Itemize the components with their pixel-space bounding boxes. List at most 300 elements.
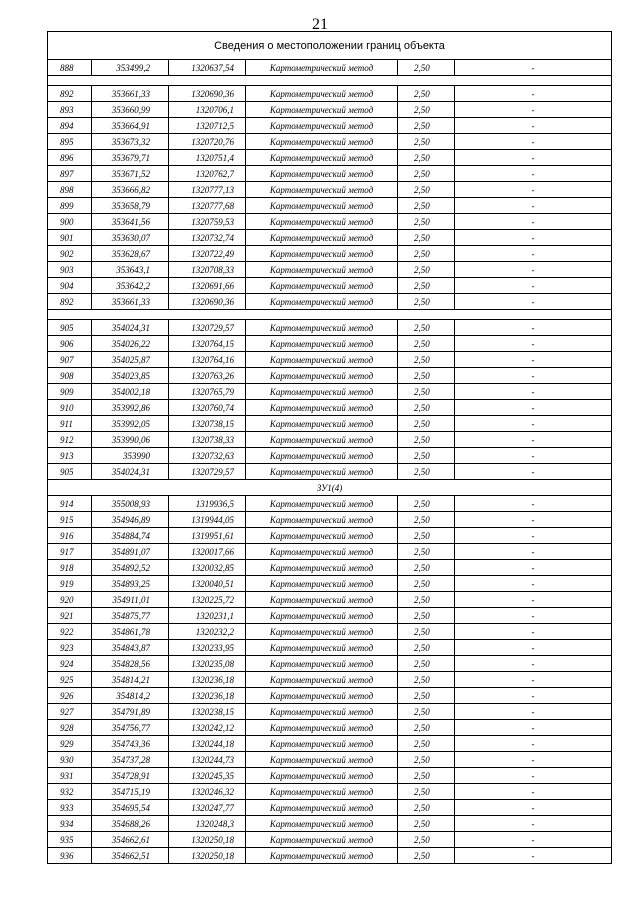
point-description: - xyxy=(455,848,612,864)
point-number: 914 xyxy=(48,496,92,512)
point-number: 908 xyxy=(48,368,92,384)
coordinate-y: 1320225,72 xyxy=(169,592,246,608)
table-row xyxy=(48,768,612,784)
determination-method: Картометрический метод xyxy=(246,448,398,464)
determination-method: Картометрический метод xyxy=(246,86,398,102)
table-row xyxy=(48,688,612,704)
point-number: 888 xyxy=(48,60,92,76)
coordinate-x: 354728,91 xyxy=(92,768,169,784)
coordinate-y: 1319936,5 xyxy=(169,496,246,512)
coordinate-y: 1320729,57 xyxy=(169,464,246,480)
precision-value: 2,50 xyxy=(398,102,455,118)
coordinate-x: 354791,89 xyxy=(92,704,169,720)
point-number: 892 xyxy=(48,294,92,310)
precision-value: 2,50 xyxy=(398,544,455,560)
table-title: Сведения о местоположении границ объекта xyxy=(48,32,612,60)
coordinate-y: 1320738,15 xyxy=(169,416,246,432)
section-header-row xyxy=(48,480,612,496)
precision-value: 2,50 xyxy=(398,352,455,368)
determination-method: Картометрический метод xyxy=(246,688,398,704)
precision-value: 2,50 xyxy=(398,448,455,464)
precision-value: 2,50 xyxy=(398,198,455,214)
point-description: - xyxy=(455,320,612,336)
point-number: 921 xyxy=(48,608,92,624)
coordinate-y: 1320236,18 xyxy=(169,688,246,704)
point-description: - xyxy=(455,736,612,752)
coordinate-x: 354662,51 xyxy=(92,848,169,864)
table-row xyxy=(48,294,612,310)
precision-value: 2,50 xyxy=(398,528,455,544)
point-description: - xyxy=(455,512,612,528)
coordinate-x: 353671,52 xyxy=(92,166,169,182)
precision-value: 2,50 xyxy=(398,166,455,182)
coordinate-y: 1320764,16 xyxy=(169,352,246,368)
coordinate-y: 1320242,12 xyxy=(169,720,246,736)
determination-method: Картометрический метод xyxy=(246,246,398,262)
table-row xyxy=(48,752,612,768)
coordinate-x: 353642,2 xyxy=(92,278,169,294)
point-number: 907 xyxy=(48,352,92,368)
point-number: 902 xyxy=(48,246,92,262)
coordinate-y: 1320637,54 xyxy=(169,60,246,76)
point-description: - xyxy=(455,262,612,278)
point-number: 925 xyxy=(48,672,92,688)
determination-method: Картометрический метод xyxy=(246,336,398,352)
coordinate-y: 1320040,51 xyxy=(169,576,246,592)
determination-method: Картометрический метод xyxy=(246,544,398,560)
coordinate-x: 354715,19 xyxy=(92,784,169,800)
determination-method: Картометрический метод xyxy=(246,384,398,400)
coordinate-x: 354946,89 xyxy=(92,512,169,528)
coordinate-x: 353992,86 xyxy=(92,400,169,416)
coordinate-y: 1320722,49 xyxy=(169,246,246,262)
point-description: - xyxy=(455,560,612,576)
precision-value: 2,50 xyxy=(398,688,455,704)
point-number: 915 xyxy=(48,512,92,528)
precision-value: 2,50 xyxy=(398,800,455,816)
point-number: 903 xyxy=(48,262,92,278)
point-number: 911 xyxy=(48,416,92,432)
precision-value: 2,50 xyxy=(398,230,455,246)
table-row xyxy=(48,134,612,150)
point-number: 924 xyxy=(48,656,92,672)
coordinate-x: 354893,25 xyxy=(92,576,169,592)
precision-value: 2,50 xyxy=(398,720,455,736)
point-description: - xyxy=(455,384,612,400)
coordinate-y: 1320690,36 xyxy=(169,294,246,310)
point-number: 930 xyxy=(48,752,92,768)
coordinate-x: 353679,71 xyxy=(92,150,169,166)
point-description: - xyxy=(455,102,612,118)
determination-method: Картометрический метод xyxy=(246,800,398,816)
coordinate-y: 1320246,32 xyxy=(169,784,246,800)
coordinate-y: 1320250,18 xyxy=(169,848,246,864)
table-row xyxy=(48,736,612,752)
determination-method: Картометрический метод xyxy=(246,182,398,198)
precision-value: 2,50 xyxy=(398,400,455,416)
coordinate-y: 1320032,85 xyxy=(169,560,246,576)
coordinate-x: 354884,74 xyxy=(92,528,169,544)
coordinate-y: 1320762,7 xyxy=(169,166,246,182)
determination-method: Картометрический метод xyxy=(246,768,398,784)
coordinate-y: 1320244,18 xyxy=(169,736,246,752)
point-description: - xyxy=(455,118,612,134)
point-number: 905 xyxy=(48,464,92,480)
coordinate-x: 354662,61 xyxy=(92,832,169,848)
table-row xyxy=(48,640,612,656)
coordinate-x: 354911,01 xyxy=(92,592,169,608)
point-description: - xyxy=(455,246,612,262)
precision-value: 2,50 xyxy=(398,320,455,336)
determination-method: Картометрический метод xyxy=(246,150,398,166)
point-description: - xyxy=(455,592,612,608)
separator-cell xyxy=(48,76,612,86)
table-row xyxy=(48,464,612,480)
point-description: - xyxy=(455,86,612,102)
precision-value: 2,50 xyxy=(398,150,455,166)
table-row xyxy=(48,624,612,640)
coordinate-x: 353673,32 xyxy=(92,134,169,150)
coordinate-x: 353641,56 xyxy=(92,214,169,230)
coordinate-y: 1320233,95 xyxy=(169,640,246,656)
determination-method: Картометрический метод xyxy=(246,60,398,76)
precision-value: 2,50 xyxy=(398,608,455,624)
point-number: 922 xyxy=(48,624,92,640)
table-row xyxy=(48,656,612,672)
precision-value: 2,50 xyxy=(398,262,455,278)
precision-value: 2,50 xyxy=(398,336,455,352)
table-row xyxy=(48,512,612,528)
coordinate-y: 1320238,15 xyxy=(169,704,246,720)
coordinate-y: 1320245,35 xyxy=(169,768,246,784)
table-row xyxy=(48,198,612,214)
coordinate-x: 354025,87 xyxy=(92,352,169,368)
coordinate-x: 354023,85 xyxy=(92,368,169,384)
coordinate-y: 1319951,61 xyxy=(169,528,246,544)
determination-method: Картометрический метод xyxy=(246,512,398,528)
precision-value: 2,50 xyxy=(398,832,455,848)
point-description: - xyxy=(455,576,612,592)
determination-method: Картометрический метод xyxy=(246,672,398,688)
point-description: - xyxy=(455,214,612,230)
coordinate-x: 353643,1 xyxy=(92,262,169,278)
coordinate-x: 354002,18 xyxy=(92,384,169,400)
determination-method: Картометрический метод xyxy=(246,560,398,576)
precision-value: 2,50 xyxy=(398,118,455,134)
determination-method: Картометрический метод xyxy=(246,656,398,672)
determination-method: Картометрический метод xyxy=(246,608,398,624)
determination-method: Картометрический метод xyxy=(246,278,398,294)
point-description: - xyxy=(455,166,612,182)
point-description: - xyxy=(455,368,612,384)
determination-method: Картометрический метод xyxy=(246,118,398,134)
coordinate-y: 1320244,73 xyxy=(169,752,246,768)
determination-method: Картометрический метод xyxy=(246,214,398,230)
coordinate-y: 1320712,5 xyxy=(169,118,246,134)
determination-method: Картометрический метод xyxy=(246,294,398,310)
point-number: 909 xyxy=(48,384,92,400)
point-description: - xyxy=(455,720,612,736)
table-row xyxy=(48,592,612,608)
point-number: 934 xyxy=(48,816,92,832)
precision-value: 2,50 xyxy=(398,784,455,800)
point-number: 923 xyxy=(48,640,92,656)
coordinate-y: 1320732,63 xyxy=(169,448,246,464)
table-row xyxy=(48,320,612,336)
point-number: 896 xyxy=(48,150,92,166)
table-row xyxy=(48,352,612,368)
precision-value: 2,50 xyxy=(398,624,455,640)
point-description: - xyxy=(455,294,612,310)
coordinate-x: 354026,22 xyxy=(92,336,169,352)
determination-method: Картометрический метод xyxy=(246,352,398,368)
coordinate-y: 1320729,57 xyxy=(169,320,246,336)
coordinate-y: 1320232,2 xyxy=(169,624,246,640)
coordinate-y: 1320706,1 xyxy=(169,102,246,118)
coordinate-x: 354891,07 xyxy=(92,544,169,560)
point-description: - xyxy=(455,432,612,448)
point-description: - xyxy=(455,496,612,512)
coordinate-x: 354843,87 xyxy=(92,640,169,656)
table-row xyxy=(48,528,612,544)
boundary-coordinates-table xyxy=(47,31,612,864)
table-row xyxy=(48,672,612,688)
separator-row xyxy=(48,310,612,320)
coordinate-x: 354875,77 xyxy=(92,608,169,624)
precision-value: 2,50 xyxy=(398,278,455,294)
point-description: - xyxy=(455,624,612,640)
coordinate-y: 1320690,36 xyxy=(169,86,246,102)
point-number: 897 xyxy=(48,166,92,182)
point-number: 933 xyxy=(48,800,92,816)
table-row xyxy=(48,448,612,464)
precision-value: 2,50 xyxy=(398,512,455,528)
coordinate-x: 353658,79 xyxy=(92,198,169,214)
table-row xyxy=(48,576,612,592)
point-description: - xyxy=(455,416,612,432)
point-number: 928 xyxy=(48,720,92,736)
table-row xyxy=(48,496,612,512)
point-number: 931 xyxy=(48,768,92,784)
table-row xyxy=(48,214,612,230)
point-description: - xyxy=(455,688,612,704)
table-body xyxy=(48,32,612,864)
point-description: - xyxy=(455,672,612,688)
coordinate-x: 354024,31 xyxy=(92,464,169,480)
precision-value: 2,50 xyxy=(398,60,455,76)
table-row xyxy=(48,166,612,182)
coordinate-x: 354695,54 xyxy=(92,800,169,816)
point-description: - xyxy=(455,832,612,848)
table-row xyxy=(48,102,612,118)
table-row xyxy=(48,704,612,720)
determination-method: Картометрический метод xyxy=(246,320,398,336)
point-number: 899 xyxy=(48,198,92,214)
determination-method: Картометрический метод xyxy=(246,720,398,736)
precision-value: 2,50 xyxy=(398,416,455,432)
determination-method: Картометрический метод xyxy=(246,752,398,768)
precision-value: 2,50 xyxy=(398,368,455,384)
table-row xyxy=(48,278,612,294)
precision-value: 2,50 xyxy=(398,704,455,720)
point-number: 916 xyxy=(48,528,92,544)
point-description: - xyxy=(455,816,612,832)
point-number: 893 xyxy=(48,102,92,118)
table-row xyxy=(48,784,612,800)
coordinate-x: 353664,91 xyxy=(92,118,169,134)
determination-method: Картометрический метод xyxy=(246,102,398,118)
point-description: - xyxy=(455,784,612,800)
table-row xyxy=(48,86,612,102)
precision-value: 2,50 xyxy=(398,656,455,672)
point-number: 913 xyxy=(48,448,92,464)
point-description: - xyxy=(455,464,612,480)
point-number: 929 xyxy=(48,736,92,752)
table-row xyxy=(48,182,612,198)
table-row xyxy=(48,432,612,448)
determination-method: Картометрический метод xyxy=(246,134,398,150)
point-number: 892 xyxy=(48,86,92,102)
coordinate-x: 354737,28 xyxy=(92,752,169,768)
determination-method: Картометрический метод xyxy=(246,464,398,480)
coordinate-y: 1320720,76 xyxy=(169,134,246,150)
determination-method: Картометрический метод xyxy=(246,262,398,278)
coordinate-x: 353661,33 xyxy=(92,86,169,102)
coordinate-y: 1320691,66 xyxy=(169,278,246,294)
coordinate-y: 1320248,3 xyxy=(169,816,246,832)
coordinate-y: 1320760,74 xyxy=(169,400,246,416)
precision-value: 2,50 xyxy=(398,496,455,512)
determination-method: Картометрический метод xyxy=(246,576,398,592)
point-description: - xyxy=(455,230,612,246)
point-description: - xyxy=(455,800,612,816)
precision-value: 2,50 xyxy=(398,752,455,768)
coordinate-x: 353666,82 xyxy=(92,182,169,198)
coordinate-x: 354814,21 xyxy=(92,672,169,688)
precision-value: 2,50 xyxy=(398,848,455,864)
coordinate-x: 354814,2 xyxy=(92,688,169,704)
point-number: 919 xyxy=(48,576,92,592)
precision-value: 2,50 xyxy=(398,592,455,608)
point-description: - xyxy=(455,134,612,150)
precision-value: 2,50 xyxy=(398,816,455,832)
table-row xyxy=(48,608,612,624)
coordinate-y: 1320777,13 xyxy=(169,182,246,198)
point-description: - xyxy=(455,352,612,368)
coordinate-x: 354688,26 xyxy=(92,816,169,832)
table-row xyxy=(48,416,612,432)
precision-value: 2,50 xyxy=(398,736,455,752)
precision-value: 2,50 xyxy=(398,294,455,310)
table-row xyxy=(48,150,612,166)
point-number: 894 xyxy=(48,118,92,134)
point-number: 926 xyxy=(48,688,92,704)
table-row xyxy=(48,368,612,384)
point-description: - xyxy=(455,150,612,166)
point-number: 906 xyxy=(48,336,92,352)
point-description: - xyxy=(455,640,612,656)
point-description: - xyxy=(455,60,612,76)
precision-value: 2,50 xyxy=(398,672,455,688)
point-description: - xyxy=(455,656,612,672)
coordinate-x: 354828,56 xyxy=(92,656,169,672)
coordinate-y: 1320751,4 xyxy=(169,150,246,166)
coordinate-y: 1320738,33 xyxy=(169,432,246,448)
point-description: - xyxy=(455,608,612,624)
table-row xyxy=(48,246,612,262)
coordinate-y: 1320708,33 xyxy=(169,262,246,278)
point-description: - xyxy=(455,278,612,294)
point-number: 927 xyxy=(48,704,92,720)
point-number: 904 xyxy=(48,278,92,294)
page-number: 21 xyxy=(312,16,328,33)
table-row xyxy=(48,230,612,246)
determination-method: Картометрический метод xyxy=(246,166,398,182)
coordinate-y: 1320250,18 xyxy=(169,832,246,848)
coordinate-x: 353990,06 xyxy=(92,432,169,448)
table-row xyxy=(48,60,612,76)
table-row xyxy=(48,816,612,832)
determination-method: Картометрический метод xyxy=(246,368,398,384)
table-row xyxy=(48,544,612,560)
coordinate-y: 1320759,53 xyxy=(169,214,246,230)
point-description: - xyxy=(455,752,612,768)
coordinate-y: 1320732,74 xyxy=(169,230,246,246)
precision-value: 2,50 xyxy=(398,214,455,230)
determination-method: Картометрический метод xyxy=(246,592,398,608)
coordinate-y: 1320247,77 xyxy=(169,800,246,816)
point-description: - xyxy=(455,544,612,560)
coordinate-x: 354892,52 xyxy=(92,560,169,576)
precision-value: 2,50 xyxy=(398,134,455,150)
point-number: 895 xyxy=(48,134,92,150)
coordinate-y: 1320017,66 xyxy=(169,544,246,560)
coordinate-x: 354756,77 xyxy=(92,720,169,736)
point-number: 912 xyxy=(48,432,92,448)
point-number: 936 xyxy=(48,848,92,864)
section-label: ЗУ1(4) xyxy=(48,480,612,496)
coordinate-y: 1320763,26 xyxy=(169,368,246,384)
coordinate-y: 1320231,1 xyxy=(169,608,246,624)
precision-value: 2,50 xyxy=(398,246,455,262)
table-row xyxy=(48,832,612,848)
point-description: - xyxy=(455,448,612,464)
coordinate-y: 1320235,08 xyxy=(169,656,246,672)
precision-value: 2,50 xyxy=(398,384,455,400)
point-number: 910 xyxy=(48,400,92,416)
table-row xyxy=(48,400,612,416)
point-number: 932 xyxy=(48,784,92,800)
table-row xyxy=(48,848,612,864)
table-title-row xyxy=(48,32,612,60)
table-row xyxy=(48,336,612,352)
coordinate-x: 353628,67 xyxy=(92,246,169,262)
point-description: - xyxy=(455,768,612,784)
precision-value: 2,50 xyxy=(398,432,455,448)
point-number: 935 xyxy=(48,832,92,848)
determination-method: Картометрический метод xyxy=(246,416,398,432)
coordinate-x: 354861,78 xyxy=(92,624,169,640)
coordinate-y: 1319944,05 xyxy=(169,512,246,528)
precision-value: 2,50 xyxy=(398,86,455,102)
coordinate-x: 354024,31 xyxy=(92,320,169,336)
coordinate-x: 353990 xyxy=(92,448,169,464)
precision-value: 2,50 xyxy=(398,464,455,480)
precision-value: 2,50 xyxy=(398,560,455,576)
determination-method: Картометрический метод xyxy=(246,784,398,800)
determination-method: Картометрический метод xyxy=(246,496,398,512)
table-row xyxy=(48,118,612,134)
